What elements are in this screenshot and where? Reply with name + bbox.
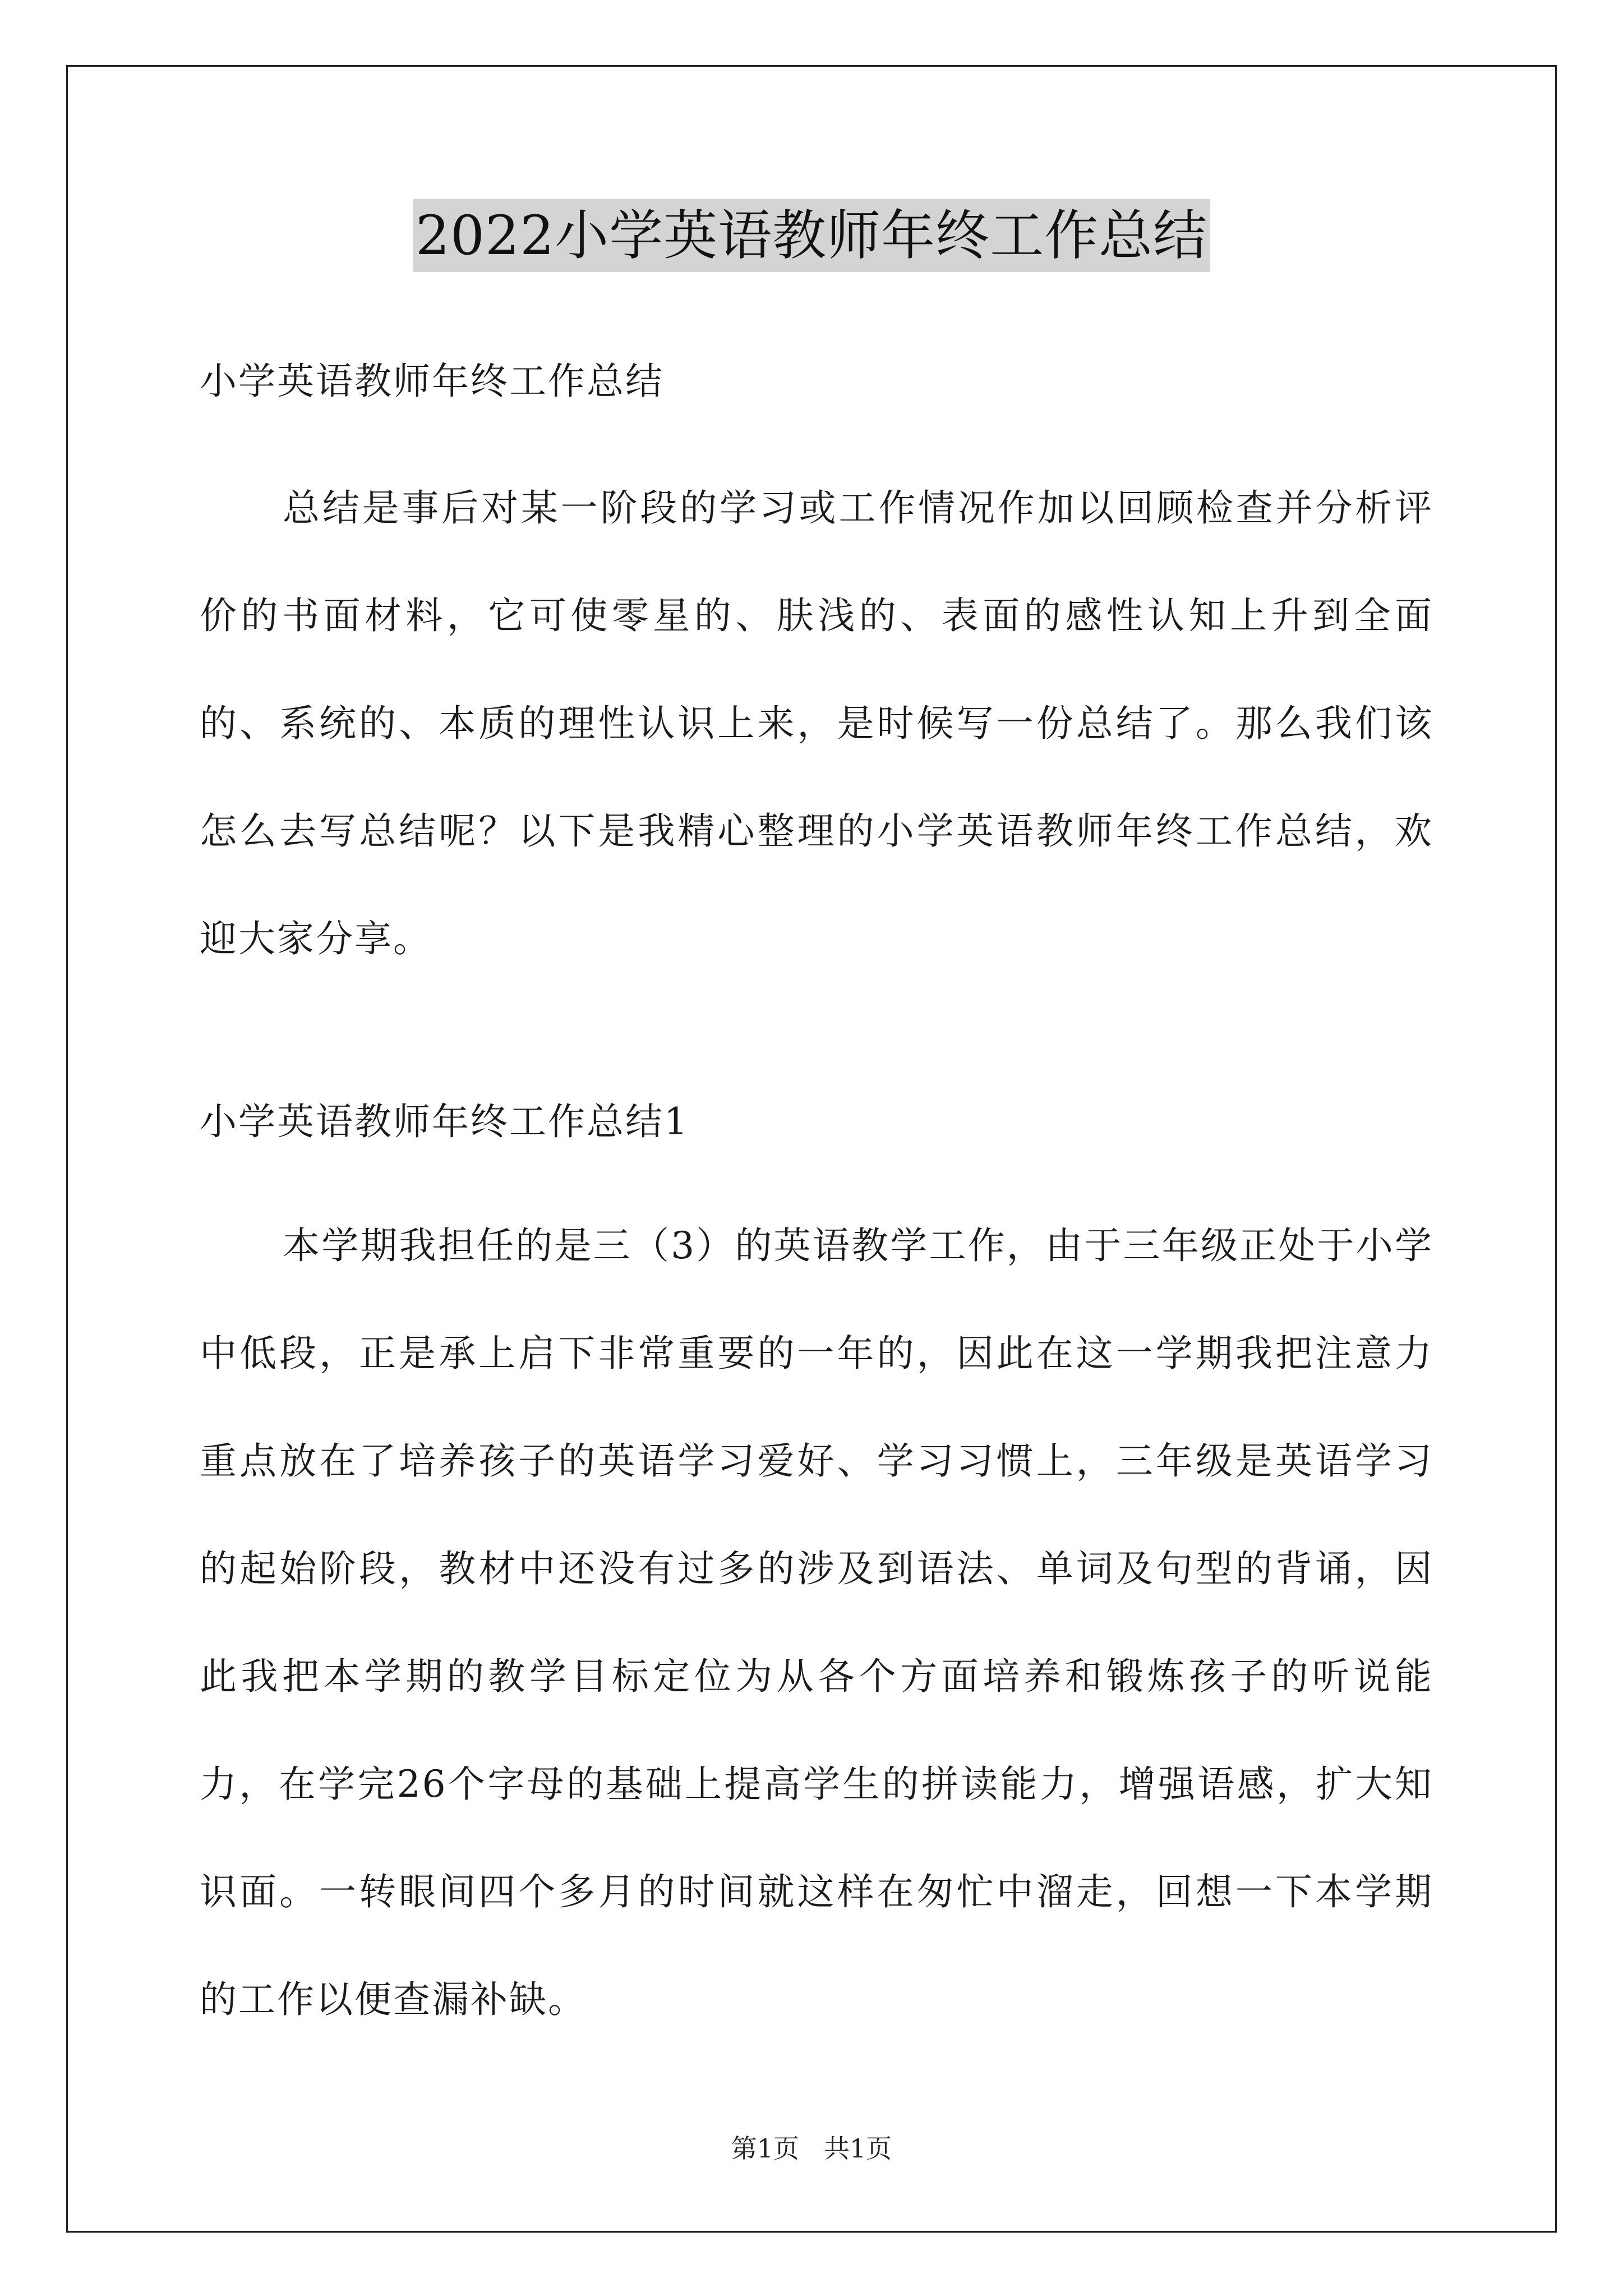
section-heading: 小学英语教师年终工作总结1 (200, 1100, 689, 1143)
page-footer (0, 2132, 1623, 2165)
section-paragraph: 本学期我担任的是三（3）的英语教学工作，由于三年级正处于小学中低段，正是承上启下非常重要的一年的，因此在这一学期我把注意力重点放在了培养孩子的英语学习爱好、学习习惯上，三年级是英语学习的起始阶段，教材中还没有过多的涉及到语法、单词及句型的背诵，因此我把本学期的教学目标定位为从各个方面培养和锻炼孩子的听说能力，在学完26个字母的基础上提高学生的拼读能力，增强语感，扩大知识面。一转眼间四个多月的时间就这样在匆忙中溜走，回想一下本学期的工作以便查漏补缺。 (200, 1224, 1433, 2021)
page-number: 第1页 (731, 2133, 800, 2164)
page-total: 共1页 (823, 2133, 892, 2164)
document-subtitle: 小学英语教师年终工作总结 (200, 360, 664, 403)
footer-spacer (799, 2133, 824, 2164)
intro-paragraph: 总结是事后对某一阶段的学习或工作情况作加以回顾检查并分析评价的书面材料，它可使零星的、肤浅的、表面的感性认知上升到全面的、系统的、本质的理性认识上来，是时候写一份总结了。那么我们该怎么去写总结呢？以下是我精心整理的小学英语教师年终工作总结，欢迎大家分享。 (200, 486, 1433, 960)
document-title: 2022小学英语教师年终工作总结 (413, 199, 1210, 272)
title-container (0, 199, 1623, 272)
